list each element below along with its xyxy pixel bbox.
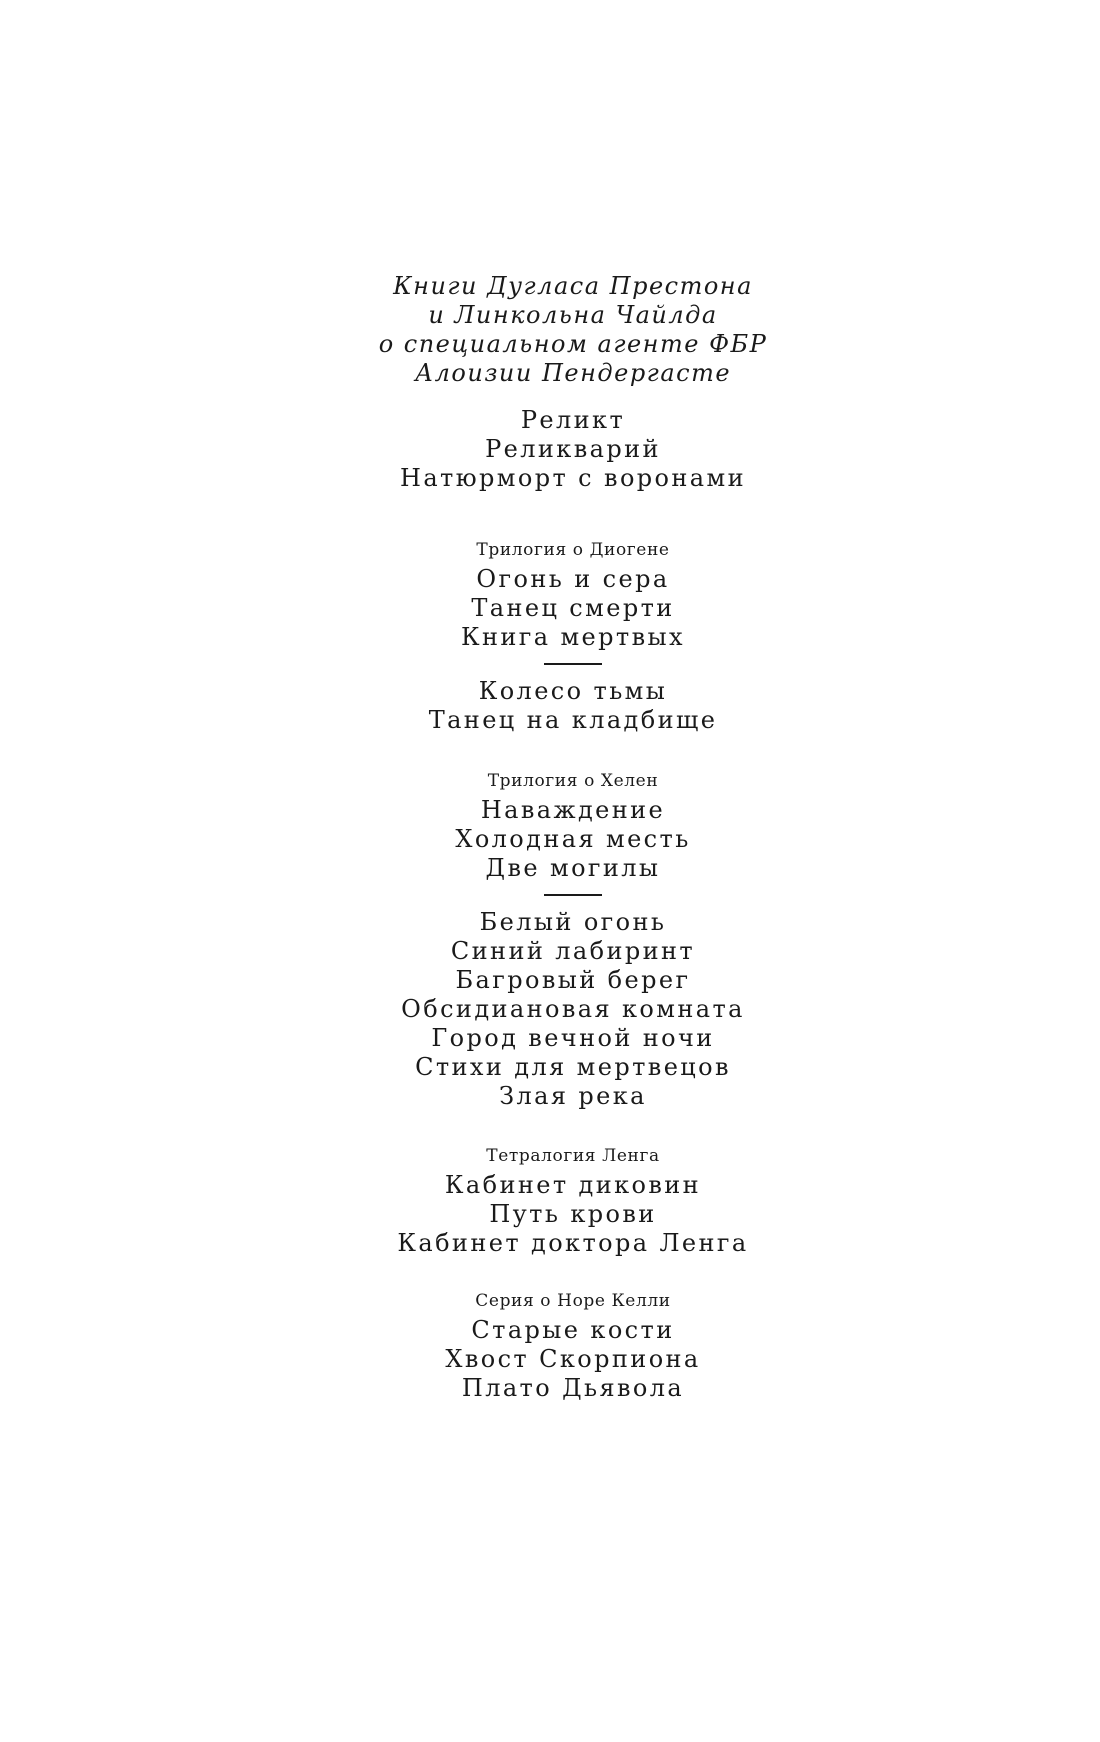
book-title: Путь крови [489,1200,657,1228]
nora-kelly-series [0,1289,1100,1403]
book-title: Танец смерти [471,594,675,622]
diogenes-trilogy [0,538,1100,652]
heading-line: о специальном агенте ФБР [378,330,768,358]
books-list-heading [0,272,1100,388]
series-heading: Тетралогия Ленга [486,1146,660,1166]
book-title: Хвост Скорпиона [445,1345,701,1373]
book-title: Стихи для мертвецов [415,1053,731,1081]
series-heading: Трилогия о Диогене [476,540,670,560]
divider-rule [544,663,602,665]
title-group-2 [0,677,1100,735]
divider-rule [544,894,602,896]
divider [0,663,1100,665]
helen-trilogy [0,769,1100,883]
book-title: Белый огонь [479,908,667,936]
heading-line: и Линкольна Чайлда [428,301,718,329]
book-title: Город вечной ночи [431,1024,715,1052]
divider [0,894,1100,896]
series-heading: Трилогия о Хелен [487,771,659,791]
book-title: Натюрморт с воронами [400,464,746,492]
book-title: Кабинет диковин [444,1171,702,1199]
book-title: Обсидиановая комната [401,995,745,1023]
book-title: Кабинет доктора Ленга [397,1229,749,1257]
book-title: Багровый берег [455,966,691,994]
book-title: Злая река [499,1082,647,1110]
book-title: Реликт [520,406,626,434]
book-title: Книга мертвых [461,623,685,651]
book-title: Синий лабиринт [450,937,696,965]
book-title: Колесо тьмы [478,677,668,705]
book-title: Реликварий [485,435,661,463]
book-title: Танец на кладбище [428,706,718,734]
book-title: Огонь и сера [476,565,670,593]
series-heading: Серия о Норе Келли [475,1291,671,1311]
title-group-3 [0,908,1100,1111]
heading-line: Алоизии Пендергасте [414,359,732,387]
heading-line: Книги Дугласа Престона [393,272,753,300]
book-title: Холодная месть [455,825,691,853]
book-title: Наваждение [480,796,666,824]
title-group-1 [0,406,1100,493]
book-title: Плато Дьявола [461,1374,685,1402]
book-title: Две могилы [485,854,661,882]
book-title: Старые кости [471,1316,675,1344]
leng-tetralogy [0,1144,1100,1258]
